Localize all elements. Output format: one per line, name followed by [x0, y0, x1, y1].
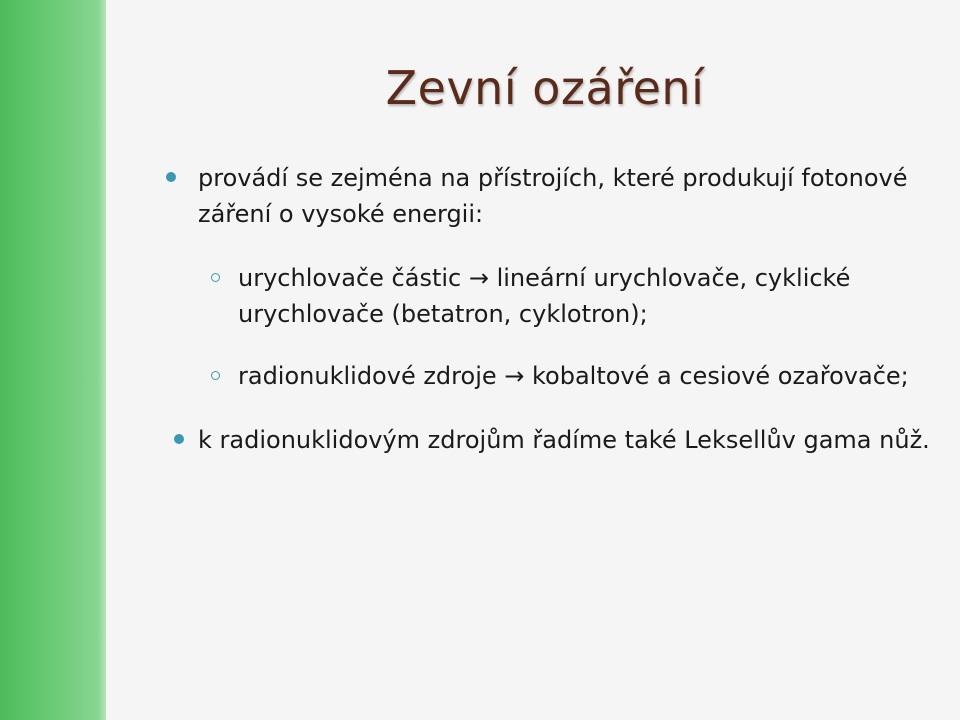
bullet-dot-icon	[174, 434, 184, 444]
bullet-text: k radionuklidovým zdrojům řadíme také Leksellův gama nůž.	[198, 426, 930, 454]
sub-bullet-item	[160, 358, 930, 394]
bullet-list	[160, 160, 930, 458]
side-accent-band	[0, 0, 106, 720]
sub-bullet-text: urychlovače částic → lineární urychlovače, cyklické urychlovače (betatron, cyklotron);	[238, 264, 851, 328]
slide-title: Zevní ozáření	[385, 61, 705, 115]
bullet-ring-icon	[211, 273, 220, 282]
side-band-edge	[98, 0, 106, 720]
bullet-item	[160, 160, 930, 232]
bullet-item	[160, 422, 930, 458]
sub-bullet-item	[160, 260, 930, 332]
bullet-ring-icon	[211, 371, 220, 380]
sub-bullet-text: radionuklidové zdroje → kobaltové a cesiové ozařovače;	[238, 362, 909, 390]
bullet-dot-icon	[166, 172, 176, 182]
bullet-text: provádí se zejména na přístrojích, které produkují fotonové záření o vysoké energii:	[198, 164, 908, 228]
